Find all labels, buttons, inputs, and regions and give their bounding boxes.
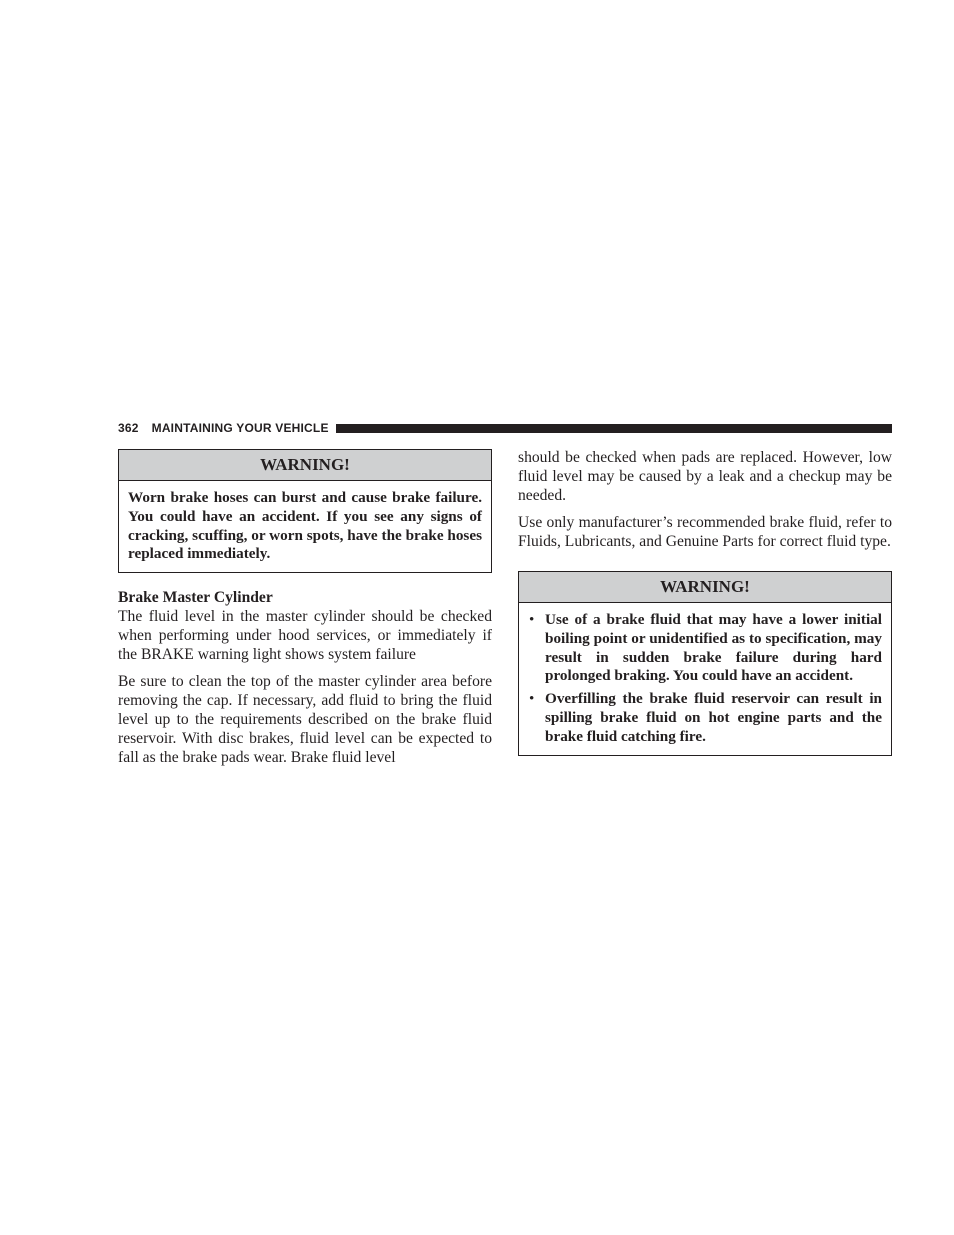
section-title: MAINTAINING YOUR VEHICLE xyxy=(151,421,329,435)
brake-hose-warning-box xyxy=(118,449,492,573)
subheading-brake-master-cylinder: Brake Master Cylinder xyxy=(118,589,273,607)
warning-list-item xyxy=(528,611,882,686)
header-rule xyxy=(336,424,892,433)
page-header xyxy=(118,420,892,436)
paragraph: Be sure to clean the top of the master cylinder area before removing the cap. If necessary, add fluid to bring the fluid level up to the requirements described on the brake fluid reservoir. With disc brakes, fluid level can be expected to fall as the brake pads wear. Brake fluid level xyxy=(118,673,492,766)
paragraph: Use only manufacturer’s recommended brake fluid, refer to Fluids, Lubricants, and Genuine Parts for correct fluid type. xyxy=(518,514,892,551)
warning-item-text: Use of a brake fluid that may have a lower initial boiling point or unidentified as to specification, may result in sudden brake failure during hard prolonged braking. You could have an accident. xyxy=(545,610,882,685)
warning-title: WARNING! xyxy=(519,572,891,603)
warning-body xyxy=(519,603,891,755)
brake-fluid-warning-box xyxy=(518,571,892,756)
warning-list-item xyxy=(528,690,882,746)
warning-list xyxy=(528,611,882,747)
bullet-icon: • xyxy=(529,690,535,708)
paragraph: should be checked when pads are replaced. However, low fluid level may be caused by a leak and a checkup may be needed. xyxy=(518,449,892,504)
left-column xyxy=(118,449,492,767)
warning-item-text: Overfilling the brake fluid reservoir can result in spilling brake fluid on hot engine parts and the brake fluid catching fire. xyxy=(545,690,882,745)
page-number: 362 xyxy=(118,421,139,435)
warning-body: Worn brake hoses can burst and cause brake failure. You could have an accident. If you see any signs of cracking, scuffing, or worn spots, have the brake hoses replaced immediately. xyxy=(128,489,482,563)
warning-title: WARNING! xyxy=(119,450,491,481)
paragraph: The fluid level in the master cylinder should be checked when performing under hood services, or immediately if the BRAKE warning light shows system failure xyxy=(118,607,492,663)
right-column xyxy=(518,449,892,756)
bullet-icon: • xyxy=(529,610,535,628)
